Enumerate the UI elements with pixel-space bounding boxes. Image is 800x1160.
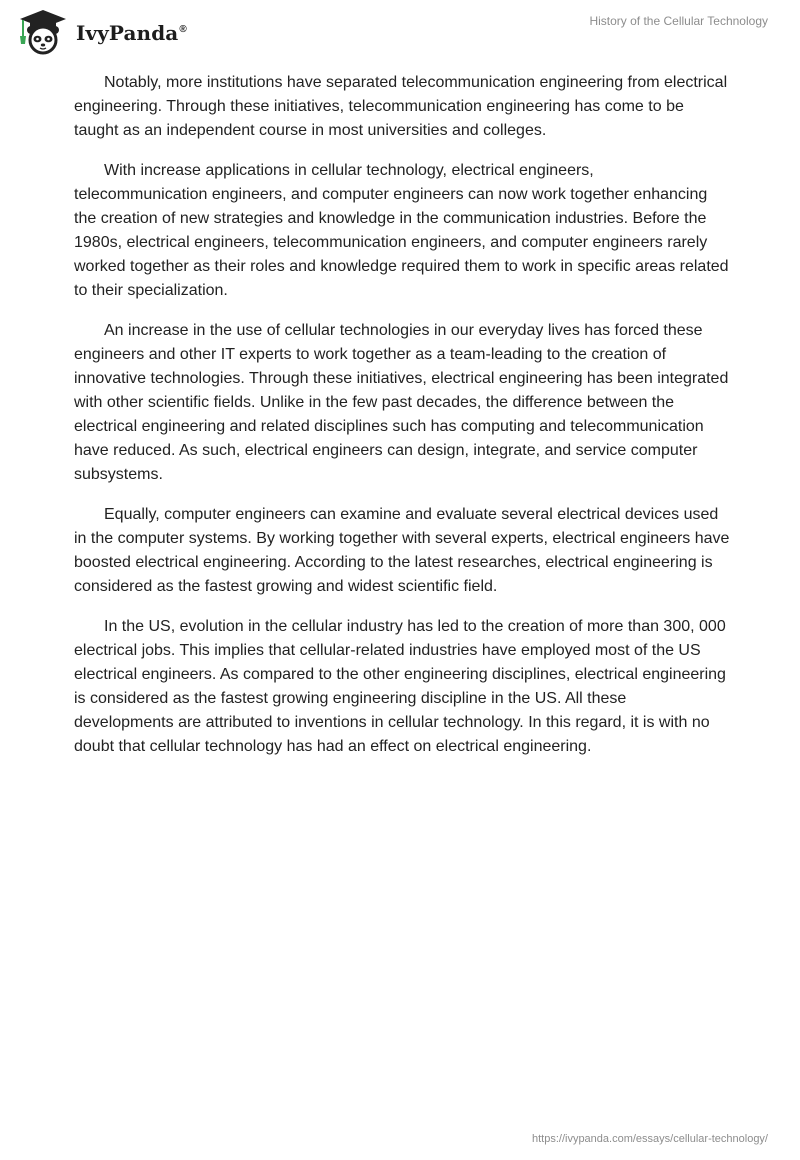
- panda-graduation-cap-icon: [16, 8, 70, 56]
- source-url[interactable]: https://ivypanda.com/essays/cellular-technology/: [531, 1133, 768, 1145]
- document-title: History of the Cellular Technology: [589, 14, 768, 28]
- brand-name: IvyPanda®: [76, 21, 187, 45]
- essay-body: [74, 71, 730, 775]
- paragraph: With increase applications in cellular technology, electrical engineers, telecommunication engineers, and computer engineers can now work together enhancing the creation of new strategies and knowledge in the communication industries. Before the 1980s, electrical engineers, telecommunication engineers, and computer engineers rarely worked together as their roles and knowledge required them to work in specific areas related to their specialization.: [74, 162, 729, 299]
- page-header: [0, 0, 800, 60]
- paragraph: Notably, more institutions have separated telecommunication engineering from electrical engineering. Through these initiatives, telecommunication engineering has come to be taught as an independent course in most universities and colleges.: [74, 74, 728, 139]
- paragraph: An increase in the use of cellular technologies in our everyday lives has forced these engineers and other IT experts to work together as a team-leading to the creation of innovative technologies. Through these initiatives, electrical engineering has been integrated with other scientific fields. Unlike in the few past decades, the difference between the electrical engineering and related disciplines such has computing and telecommunication have reduced. As such, electrical engineers can design, integrate, and service computer subsystems.: [74, 322, 729, 483]
- registered-mark: ®: [179, 24, 187, 36]
- paragraph: In the US, evolution in the cellular industry has led to the creation of more than 300, 000 electrical jobs. This implies that cellular-related industries have employed most of the US electrical engineers. As compared to the other engineering disciplines, electrical engineering is considered as the fastest growing engineering discipline in the US. All these developments are attributed to inventions in cellular technology. In this regard, it is with no doubt that cellular technology has had an effect on electrical engineering.: [74, 618, 726, 755]
- brand-logo[interactable]: [16, 8, 187, 56]
- paragraph: Equally, computer engineers can examine and evaluate several electrical devices used in the computer systems. By working together with several experts, electrical engineers have boosted electrical engineering. According to the latest researches, electrical engineering is considered as the fastest growing and widest scientific field.: [74, 506, 730, 595]
